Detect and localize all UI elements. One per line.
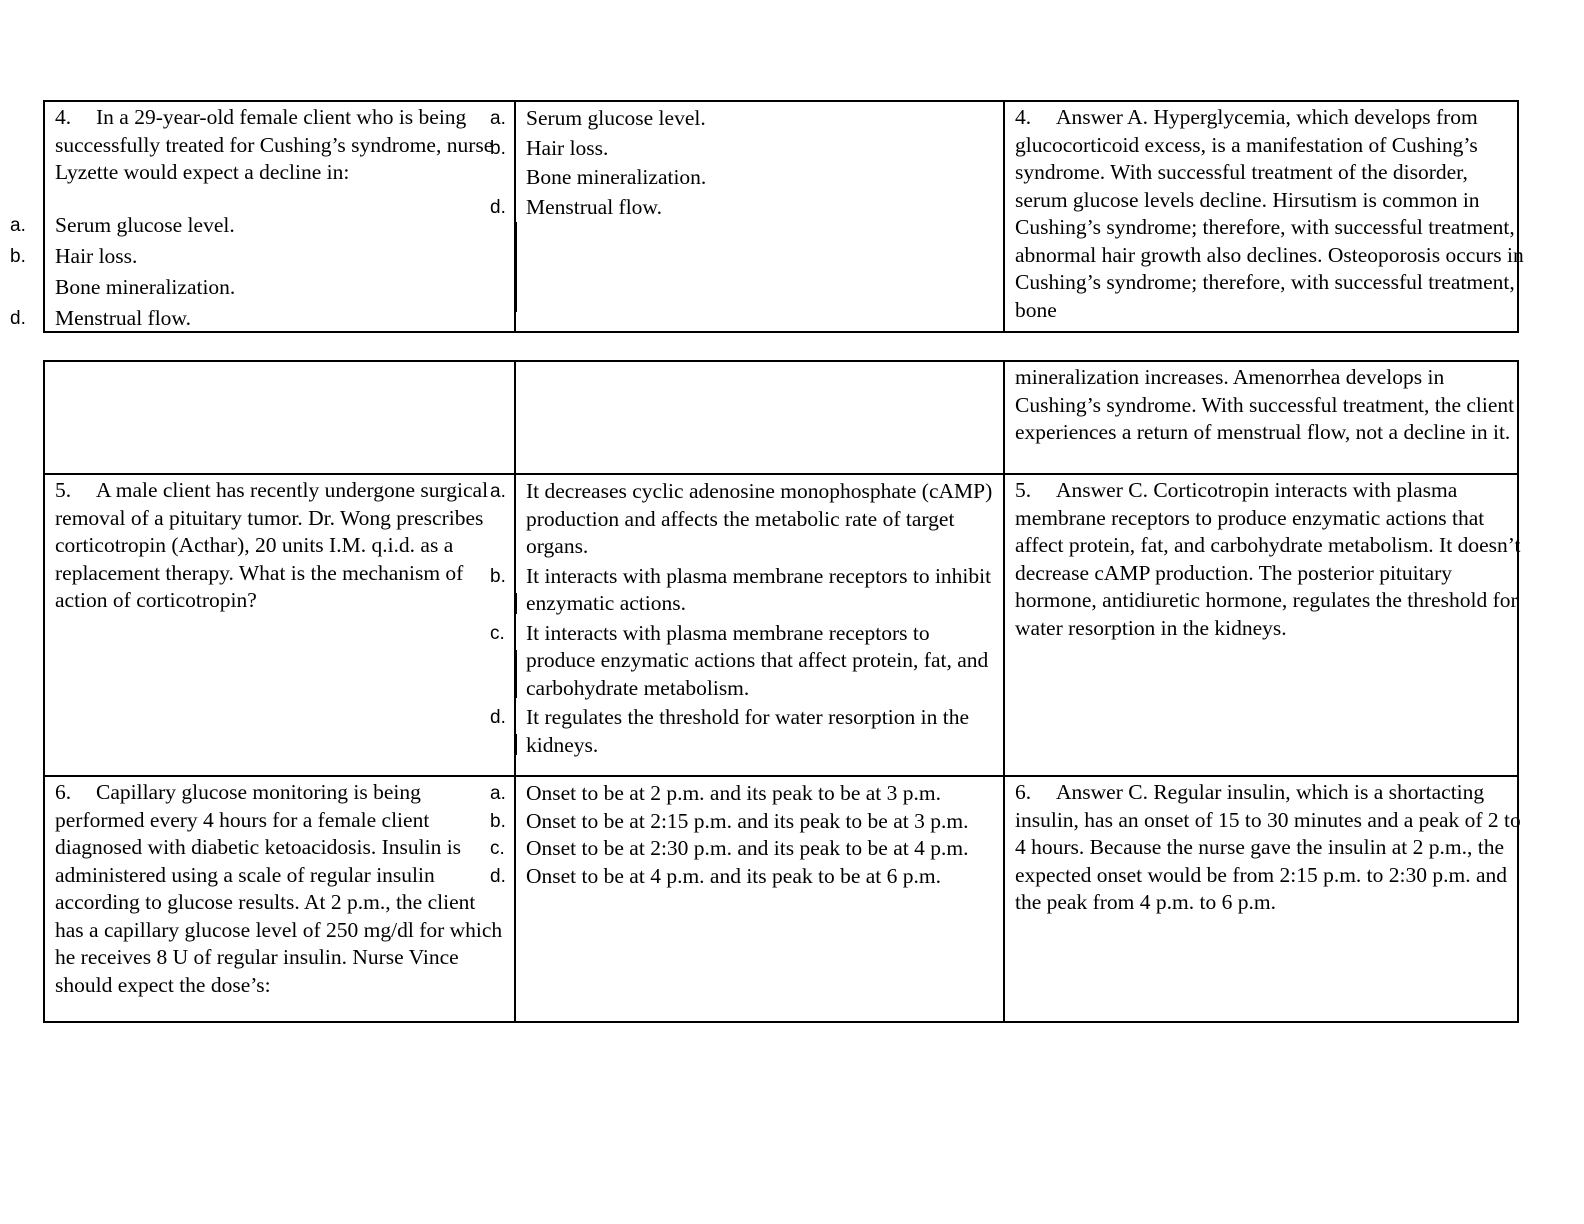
question-6-number: 6. — [55, 780, 72, 804]
list-item: b. Hair loss. — [490, 135, 609, 160]
empty-cell — [45, 362, 516, 473]
list-item: c. It interacts with plasma membrane receptors to produce enzymatic actions that affect protein, fat, and carbohydrate metabolism. — [490, 620, 989, 700]
question-5-stem: 5. A male client has recently undergone surgical removal of a pituitary tumor. Dr. Wong prescribes corticotropin (Acthar), 20 units I.M. q.i.d. as a replacement therapy. What is the mechanism of action of corticotropin? — [55, 478, 489, 612]
list-item: a. Onset to be at 2 p.m. and its peak to be at 3 p.m. — [490, 781, 941, 805]
list-item: d. It regulates the threshold for water resorption in the kidneys. — [490, 705, 969, 757]
question-5-number: 5. — [55, 478, 72, 502]
options-5-list — [490, 478, 998, 759]
options-4-list — [490, 105, 998, 221]
answer-5-cell — [1005, 475, 1521, 775]
list-item: a. It decreases cyclic adenosine monophosphate (cAMP) production and affects the metabolic rate of target organs. — [490, 479, 993, 558]
question-4-inline-options — [10, 210, 515, 334]
options-6-list — [490, 780, 988, 890]
list-item: d. Menstrual flow. — [526, 194, 998, 222]
question-4-number: 4. — [55, 105, 72, 129]
answer-4-continued-cell — [1005, 362, 1517, 473]
answer-6-cell — [1005, 777, 1521, 1021]
row-continuation — [45, 362, 1517, 473]
answer-6-text: 6. Answer C. Regular insulin, which is a shortacting insulin, has an onset of 15 to 30 minutes and a peak of 2 to 4 hours. Because the nurse gave the insulin at 2 p.m., the expected onset would be from 2:15 p.m. to 2:30 p.m. and the peak from 4 p.m. to 6 p.m. — [1015, 780, 1521, 914]
row-question-4 — [10, 102, 1524, 331]
answer-4-text: 4. Answer A. Hyperglycemia, which develops from glucocorticoid excess, is a manifestation of Cushing’s syndrome. With successful treatment of the disorder, serum glucose levels decline. Hirsutism is common in Cushing’s syndrome; therefore, with successful treatment, abnormal hair growth also declines. Osteoporosis occurs in Cushing’s syndrome; therefore, with successful treatment, bone — [1015, 105, 1524, 322]
list-item: b. It interacts with plasma membrane receptors to inhibit enzymatic actions. — [490, 563, 992, 615]
question-6-stem: 6. Capillary glucose monitoring is being performed every 4 hours for a female client diagnosed with diabetic ketoacidosis. Insulin is administered using a scale of regular insulin according to glucose results. At 2 p.m., the client has a capillary glucose level of 250 mg/dl for which he receives 8 U of regular insulin. Nurse Vince should expect the dose’s: — [55, 780, 503, 997]
answer-4-cell — [1005, 102, 1524, 331]
question-4-stem: 4. In a 29-year-old female client who is being successfully treated for Cushing’s syndrome, nurse Lyzette would expect a decline in: — [55, 105, 494, 184]
row-question-5 — [45, 473, 1521, 775]
row-question-6 — [45, 775, 1521, 1021]
empty-cell — [516, 362, 1005, 473]
answer-4-continued-text: mineralization increases. Amenorrhea develops in Cushing’s syndrome. With successful treatment, the client experiences a return of menstrual flow, not a decline in it. — [1015, 365, 1515, 444]
list-item: d. Onset to be at 4 p.m. and its peak to be at 6 p.m. — [490, 863, 941, 888]
list-item: b. Onset to be at 2:15 p.m. and its peak to be at 3 p.m. — [490, 808, 969, 833]
question-table-1 — [10, 100, 1524, 333]
options-4-cell — [490, 102, 1005, 331]
list-item: Bone mineralization. — [526, 165, 707, 189]
question-4-cell — [10, 102, 516, 331]
question-6-cell — [45, 777, 516, 1021]
question-5-cell — [45, 475, 516, 775]
list-item: c. Onset to be at 2:30 p.m. and its peak to be at 4 p.m. — [490, 836, 969, 860]
list-item: d. Menstrual flow. — [10, 306, 191, 330]
list-item: a. Serum glucose level. — [490, 106, 706, 130]
answer-5-text: 5. Answer C. Corticotropin interacts with plasma membrane receptors to produce enzymatic actions that affect protein, fat, and carbohydrate metabolism. It doesn’t decrease cAMP production. The posterior pituitary hormone, antidiuretic hormone, regulates the threshold for water resorption in the kidneys. — [1015, 478, 1521, 640]
question-table-2 — [43, 360, 1519, 1023]
list-item: b. Hair loss. — [10, 244, 138, 268]
list-item: Bone mineralization. — [55, 275, 236, 299]
options-6-cell — [490, 777, 1005, 1021]
options-5-cell — [490, 475, 1005, 775]
list-item: a. Serum glucose level. — [10, 213, 235, 237]
